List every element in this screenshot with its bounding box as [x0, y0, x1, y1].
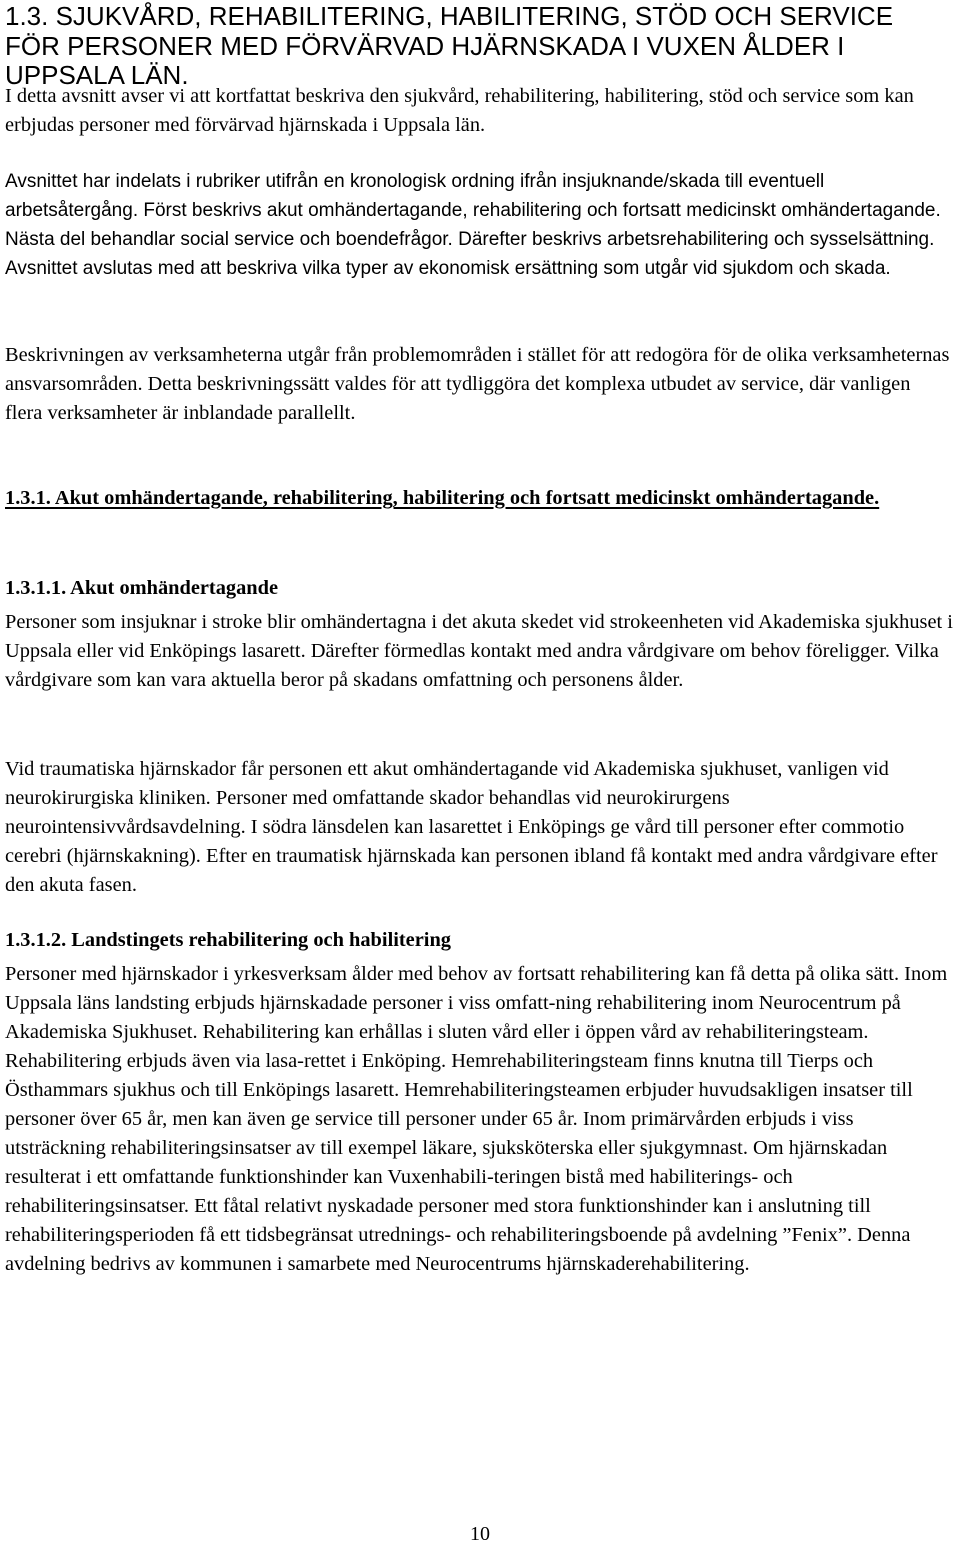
page-number: 10 [470, 1523, 490, 1545]
rehabilitation-heading: 1.3.1.2. Landstingets rehabilitering och habilitering [5, 929, 451, 951]
intro-continuation-paragraph: Avsnittet har indelats i rubriker utifrån en kronologisk ordning ifrån insjuknande/skada till eventuell arbetsåtergång. Först beskrivs akut omhändertagande, rehabilitering och fortsatt medicinskt omhändertagande. Nästa del behandlar social service och boendefrågor. Därefter beskrivs arbetsrehabilitering och sysselsättning. Avsnittet avslutas med att beskriva vilka typer av ekonomisk ersättning som utgår vid sjukdom och skada. [5, 171, 941, 279]
acute-care-paragraph-1: Personer som insjuknar i stroke blir omhändertagna i det akuta skedet vid strokeenheten vid Akademiska sjukhuset i Uppsala eller vid Enköpings lasarett. Därefter förmedlas kontakt med andra vårdgivare om behov föreligger. Vilka vårdgivare som kan vara aktuella beror på skadans omfattning och personens ålder. [5, 611, 953, 691]
acute-care-heading: 1.3.1.1. Akut omhändertagande [5, 577, 279, 599]
rehabilitation-paragraph: Personer med hjärnskador i yrkesverksam ålder med behov av fortsatt rehabilitering kan få detta på olika sätt. Inom Uppsala läns landsting erbjuds hjärnskadade personer i viss omfatt-ning rehabilitering inom Neurocentrum på Akademiska Sjukhuset. Rehabilitering kan erhållas i sluten vård eller i öppen vård av rehabiliteringsteam. Rehabilitering erbjuds även via lasa-rettet i Enköping. Hemrehabiliteringsteam finns knutna till Tierps och Östhammars sjukhus och till Enköpings lasarett. Hemrehabiliteringsteamen erbjuder huvudsakligen insatser till personer över 65 år, men kan även ge service till personer under 65 år. Inom primärvården erbjuds i viss utsträckning rehabiliteringsinsatser av till exempel läkare, sjuksköterska eller sjukgymnast. Om hjärnskadan resulterat i ett omfattande funktionshinder kan Vuxenhabili-teringen bistå med habiliterings- och rehabiliteringsinsatser. Ett fåtal relativt nyskadade personer med stora funktionshinder kan i anslutning till rehabiliteringsperioden få ett tidsbegränsat utrednings- och rehabiliteringsboende på avdelning ”Fenix”. Denna avdelning bedrivs av kommunen i samarbete med Neurocentrums hjärnskaderehabilitering. [5, 963, 948, 1275]
acute-care-paragraph-2: Vid traumatiska hjärnskador får personen ett akut omhändertagande vid Akademiska sjukhuset, vanligen vid neurokirurgiska kliniken. Personer med omfattande skador behandlas vid neurokirurgens neurointensivvårdsavdelning. I södra länsdelen kan lasarettet i Enköpings ge vård till personer efter commotio cerebri (hjärnskakning). Efter en traumatisk hjärnskada kan personen ibland få kontakt med andra vårdgivare efter den akuta fasen. [5, 758, 938, 896]
section-heading: 1.3. SJUKVÅRD, REHABILITERING, HABILITERING, STÖD OCH SERVICE FÖR PERSONER MED FÖRVÄRVAD HJÄRNSKADA I VUXEN ÅLDER I UPPSALA LÄN. [5, 1, 894, 90]
description-paragraph: Beskrivningen av verksamheterna utgår från problemområden i stället för att redogöra för de olika verksamheternas ansvarsområden. Detta beskrivningssätt valdes för att tydliggöra det komplexa utbudet av service, där vanligen flera verksamheter är inblandade parallellt. [5, 344, 950, 424]
subsection-heading: 1.3.1. Akut omhändertagande, rehabilitering, habilitering och fortsatt medicinskt omhändertagande. [5, 487, 880, 509]
intro-lead-paragraph: I detta avsnitt avser vi att kortfattat beskriva den sjukvård, rehabilitering, habilitering, stöd och service som kan erbjudas personer med förvärvad hjärnskada i Uppsala län. [5, 85, 914, 136]
